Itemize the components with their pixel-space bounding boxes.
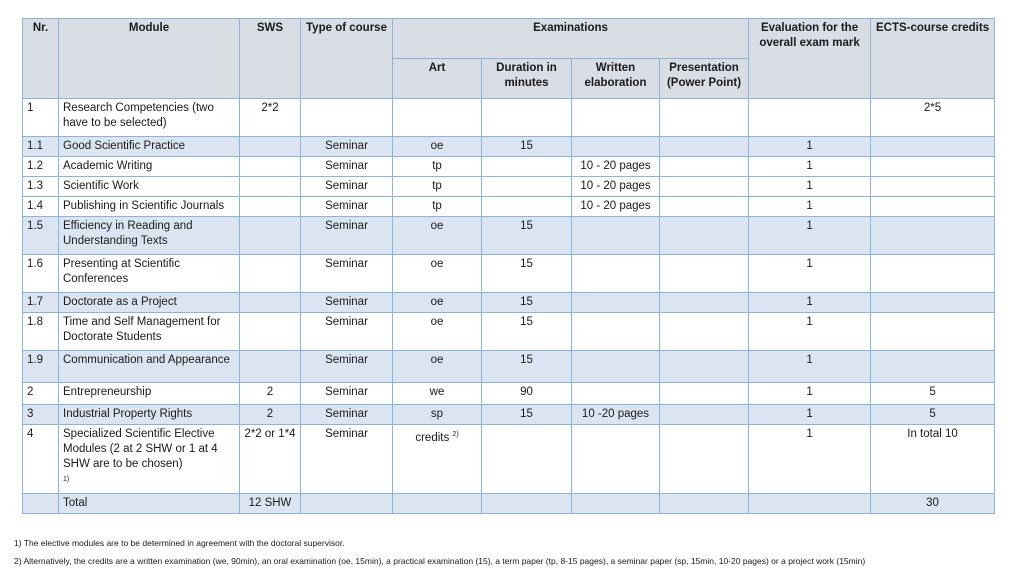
cell-module bbox=[59, 425, 240, 494]
cell-art bbox=[393, 405, 482, 425]
cell-presentation bbox=[660, 217, 749, 255]
cell-sws bbox=[240, 157, 301, 177]
cell-module bbox=[59, 217, 240, 255]
cell-type bbox=[301, 197, 393, 217]
cell-art bbox=[393, 493, 482, 513]
cell-type bbox=[301, 425, 393, 494]
cell-ects bbox=[871, 313, 995, 351]
cell-text: Entrepreneurship bbox=[63, 386, 152, 398]
cell-evaluation bbox=[749, 99, 871, 137]
cell-text: 1 bbox=[806, 428, 813, 440]
cell-text: 10 -20 pages bbox=[581, 408, 650, 420]
cell-text: 1 bbox=[806, 140, 813, 152]
cell-text: Scientific Work bbox=[63, 180, 139, 192]
cell-nr bbox=[23, 313, 59, 351]
table-row bbox=[23, 425, 995, 494]
cell-text: 2 bbox=[266, 386, 274, 398]
header-art: Art bbox=[393, 59, 482, 99]
cell-presentation bbox=[660, 383, 749, 405]
cell-presentation bbox=[660, 293, 749, 313]
cell-text: Research Competencies (two have to be selected) bbox=[63, 102, 214, 129]
cell-text: 1 bbox=[806, 408, 813, 420]
cell-art bbox=[393, 217, 482, 255]
cell-text: 10 - 20 pages bbox=[580, 200, 651, 212]
cell-duration bbox=[482, 405, 572, 425]
cell-text: 5 bbox=[929, 408, 936, 420]
table-row bbox=[23, 313, 995, 351]
cell-text: 2*5 bbox=[923, 102, 942, 114]
cell-art bbox=[393, 425, 482, 494]
cell-text: 1.6 bbox=[27, 258, 43, 270]
table-row bbox=[23, 405, 995, 425]
table-row bbox=[23, 293, 995, 313]
cell-nr bbox=[23, 383, 59, 405]
table-row bbox=[23, 255, 995, 293]
cell-duration bbox=[482, 217, 572, 255]
table-row bbox=[23, 197, 995, 217]
cell-presentation bbox=[660, 197, 749, 217]
cell-presentation bbox=[660, 313, 749, 351]
cell-module bbox=[59, 383, 240, 405]
table-row bbox=[23, 383, 995, 405]
cell-text: Specialized Scientific Elective Modules (2 at 2 SHW or 1 at 4 SHW are to be chosen) bbox=[63, 428, 218, 470]
cell-text: Seminar bbox=[325, 258, 368, 270]
cell-sws bbox=[240, 405, 301, 425]
cell-text: tp bbox=[432, 160, 442, 172]
cell-evaluation bbox=[749, 255, 871, 293]
cell-written bbox=[572, 405, 660, 425]
cell-sws bbox=[240, 255, 301, 293]
cell-text: 2*2 bbox=[261, 102, 279, 114]
cell-text: Efficiency in Reading and Understanding Texts bbox=[63, 220, 193, 247]
cell-text: Doctorate as a Project bbox=[63, 296, 177, 308]
footnote-ref: 2) bbox=[452, 431, 459, 438]
cell-duration bbox=[482, 425, 572, 494]
cell-text: 1 bbox=[806, 160, 813, 172]
cell-nr bbox=[23, 177, 59, 197]
cell-ects bbox=[871, 493, 995, 513]
cell-written bbox=[572, 383, 660, 405]
cell-text: tp bbox=[432, 200, 442, 212]
cell-text: 10 - 20 pages bbox=[580, 160, 651, 172]
cell-text: 1 bbox=[806, 296, 813, 308]
cell-evaluation bbox=[749, 197, 871, 217]
cell-evaluation bbox=[749, 217, 871, 255]
cell-module bbox=[59, 157, 240, 177]
cell-sws bbox=[240, 99, 301, 137]
cell-text: Seminar bbox=[325, 200, 368, 212]
module-table bbox=[22, 18, 995, 514]
cell-ects bbox=[871, 383, 995, 405]
cell-text: 15 bbox=[520, 258, 533, 270]
cell-evaluation bbox=[749, 313, 871, 351]
cell-duration bbox=[482, 255, 572, 293]
cell-text: 1 bbox=[806, 220, 813, 232]
cell-art bbox=[393, 177, 482, 197]
cell-text: Seminar bbox=[325, 316, 368, 328]
cell-art bbox=[393, 137, 482, 157]
cell-text: 2*2 or 1*4 bbox=[244, 428, 296, 440]
cell-text: Seminar bbox=[325, 386, 368, 398]
cell-text: Presenting at Scientific Conferences bbox=[63, 258, 180, 285]
cell-text: 1.5 bbox=[27, 220, 43, 232]
cell-duration bbox=[482, 383, 572, 405]
cell-nr bbox=[23, 351, 59, 383]
cell-art bbox=[393, 313, 482, 351]
cell-nr bbox=[23, 197, 59, 217]
cell-text: Communication and Appearance bbox=[63, 354, 230, 366]
cell-written bbox=[572, 425, 660, 494]
cell-text: Good Scientific Practice bbox=[63, 140, 186, 152]
header-written: Written elaboration bbox=[572, 59, 660, 99]
cell-text: we bbox=[429, 386, 445, 398]
cell-text: 4 bbox=[27, 428, 34, 440]
cell-type bbox=[301, 493, 393, 513]
cell-nr bbox=[23, 405, 59, 425]
cell-text: Total bbox=[63, 496, 88, 509]
cell-text: 15 bbox=[520, 316, 533, 328]
cell-evaluation bbox=[749, 383, 871, 405]
cell-duration bbox=[482, 197, 572, 217]
cell-module bbox=[59, 137, 240, 157]
cell-text: sp bbox=[430, 408, 444, 420]
cell-written bbox=[572, 217, 660, 255]
cell-type bbox=[301, 99, 393, 137]
table-row bbox=[23, 177, 995, 197]
cell-evaluation bbox=[749, 137, 871, 157]
cell-sws bbox=[240, 313, 301, 351]
cell-written bbox=[572, 493, 660, 513]
cell-type bbox=[301, 293, 393, 313]
cell-text: 1 bbox=[806, 386, 813, 398]
cell-duration bbox=[482, 157, 572, 177]
cell-text: Seminar bbox=[325, 220, 368, 232]
cell-evaluation bbox=[749, 493, 871, 513]
cell-written bbox=[572, 351, 660, 383]
cell-type bbox=[301, 405, 393, 425]
cell-text: Seminar bbox=[325, 140, 368, 152]
cell-presentation bbox=[660, 177, 749, 197]
cell-text: 1 bbox=[27, 102, 34, 114]
cell-type bbox=[301, 157, 393, 177]
cell-ects bbox=[871, 157, 995, 177]
cell-written bbox=[572, 99, 660, 137]
cell-text: 1.3 bbox=[27, 180, 43, 192]
header-type: Type of course bbox=[301, 19, 393, 99]
cell-text: 1 bbox=[806, 354, 813, 366]
cell-type bbox=[301, 255, 393, 293]
cell-module bbox=[59, 493, 240, 513]
cell-duration bbox=[482, 177, 572, 197]
footnote-ref: 1) bbox=[63, 476, 70, 483]
cell-text: tp bbox=[432, 180, 442, 192]
cell-evaluation bbox=[749, 177, 871, 197]
cell-text: 3 bbox=[27, 408, 34, 420]
cell-art bbox=[393, 383, 482, 405]
cell-ects bbox=[871, 137, 995, 157]
cell-text: Industrial Property Rights bbox=[63, 408, 193, 420]
cell-nr bbox=[23, 99, 59, 137]
cell-text: Seminar bbox=[325, 428, 368, 440]
cell-text: Seminar bbox=[325, 296, 368, 308]
cell-art bbox=[393, 293, 482, 313]
cell-art bbox=[393, 157, 482, 177]
cell-text: Publishing in Scientific Journals bbox=[63, 200, 225, 212]
cell-ects bbox=[871, 197, 995, 217]
cell-evaluation bbox=[749, 157, 871, 177]
cell-text: Seminar bbox=[325, 408, 368, 420]
cell-art bbox=[393, 197, 482, 217]
cell-art bbox=[393, 351, 482, 383]
cell-text: 1.7 bbox=[27, 296, 43, 308]
header-examinations: Examinations bbox=[393, 19, 749, 59]
table-row bbox=[23, 157, 995, 177]
cell-nr bbox=[23, 217, 59, 255]
cell-duration bbox=[482, 313, 572, 351]
cell-type bbox=[301, 313, 393, 351]
header-nr: Nr. bbox=[23, 19, 59, 99]
header-sws: SWS bbox=[240, 19, 301, 99]
cell-sws bbox=[240, 197, 301, 217]
header-duration: Duration in minutes bbox=[482, 59, 572, 99]
cell-evaluation bbox=[749, 293, 871, 313]
cell-sws bbox=[240, 137, 301, 157]
cell-text: 15 bbox=[520, 408, 533, 420]
cell-text: 1.8 bbox=[27, 316, 43, 328]
cell-text: 15 bbox=[520, 296, 533, 308]
header-presentation: Presentation (Power Point) bbox=[660, 59, 749, 99]
cell-module bbox=[59, 293, 240, 313]
cell-module bbox=[59, 313, 240, 351]
cell-duration bbox=[482, 293, 572, 313]
table-row bbox=[23, 217, 995, 255]
footnote-2: 2) Alternatively, the credits are a written examination (we, 90min), an oral examination (oe, 15min), a practical examination (15), a term paper (tp, 8-15 pages), a seminar paper (sp, 15min, 10-20 pages) or a project work (15min) bbox=[14, 556, 866, 566]
cell-text: 90 bbox=[520, 386, 533, 398]
cell-type bbox=[301, 351, 393, 383]
cell-text: oe bbox=[430, 258, 444, 270]
cell-nr bbox=[23, 293, 59, 313]
cell-duration bbox=[482, 351, 572, 383]
cell-evaluation bbox=[749, 351, 871, 383]
cell-text: oe bbox=[430, 296, 444, 308]
table-row bbox=[23, 137, 995, 157]
cell-written bbox=[572, 293, 660, 313]
cell-sws bbox=[240, 177, 301, 197]
cell-text: oe bbox=[430, 354, 444, 366]
cell-text: 1.9 bbox=[27, 354, 43, 366]
cell-text: credits bbox=[415, 431, 450, 444]
cell-duration bbox=[482, 493, 572, 513]
cell-module bbox=[59, 177, 240, 197]
cell-ects bbox=[871, 351, 995, 383]
cell-evaluation bbox=[749, 425, 871, 494]
cell-text: 1 bbox=[806, 180, 813, 192]
footnote-1: 1) The elective modules are to be determined in agreement with the doctoral supervisor. bbox=[14, 538, 345, 548]
cell-text: In total 10 bbox=[907, 428, 958, 440]
cell-nr bbox=[23, 425, 59, 494]
cell-text: Seminar bbox=[325, 160, 368, 172]
cell-text: 10 - 20 pages bbox=[580, 180, 651, 192]
cell-text: Time and Self Management for Doctorate Students bbox=[63, 316, 221, 343]
cell-text: 1 bbox=[806, 258, 813, 270]
cell-written bbox=[572, 255, 660, 293]
cell-ects bbox=[871, 177, 995, 197]
cell-duration bbox=[482, 137, 572, 157]
cell-ects bbox=[871, 425, 995, 494]
header-module: Module bbox=[59, 19, 240, 99]
cell-module bbox=[59, 197, 240, 217]
cell-presentation bbox=[660, 99, 749, 137]
cell-type bbox=[301, 137, 393, 157]
cell-ects bbox=[871, 293, 995, 313]
cell-art bbox=[393, 255, 482, 293]
cell-text: 1.2 bbox=[27, 160, 43, 172]
cell-text: 1.4 bbox=[27, 200, 43, 212]
cell-text: 1 bbox=[806, 316, 813, 328]
cell-text: Academic Writing bbox=[63, 160, 153, 172]
cell-presentation bbox=[660, 137, 749, 157]
cell-text: 15 bbox=[520, 140, 533, 152]
cell-text: 15 bbox=[520, 354, 533, 366]
cell-nr bbox=[23, 493, 59, 513]
cell-module bbox=[59, 99, 240, 137]
cell-module bbox=[59, 255, 240, 293]
cell-ects bbox=[871, 405, 995, 425]
cell-nr bbox=[23, 255, 59, 293]
cell-sws bbox=[240, 351, 301, 383]
cell-text: 2 bbox=[27, 386, 34, 398]
cell-written bbox=[572, 177, 660, 197]
cell-text: 5 bbox=[929, 386, 936, 398]
cell-text: 12 SHW bbox=[248, 496, 292, 509]
cell-duration bbox=[482, 99, 572, 137]
cell-text: 1.1 bbox=[27, 140, 43, 152]
header-evaluation: Evaluation for the overall exam mark bbox=[749, 19, 871, 99]
cell-written bbox=[572, 313, 660, 351]
table-row bbox=[23, 493, 995, 513]
cell-nr bbox=[23, 137, 59, 157]
cell-presentation bbox=[660, 425, 749, 494]
cell-sws bbox=[240, 425, 301, 494]
cell-type bbox=[301, 177, 393, 197]
cell-sws bbox=[240, 293, 301, 313]
cell-presentation bbox=[660, 157, 749, 177]
cell-type bbox=[301, 217, 393, 255]
cell-text: oe bbox=[430, 316, 444, 328]
table-row bbox=[23, 351, 995, 383]
cell-presentation bbox=[660, 493, 749, 513]
cell-text: 15 bbox=[520, 220, 533, 232]
cell-ects bbox=[871, 99, 995, 137]
cell-text: oe bbox=[430, 140, 444, 152]
cell-sws bbox=[240, 217, 301, 255]
cell-written bbox=[572, 137, 660, 157]
cell-presentation bbox=[660, 351, 749, 383]
cell-sws bbox=[240, 383, 301, 405]
cell-nr bbox=[23, 157, 59, 177]
cell-ects bbox=[871, 255, 995, 293]
cell-art bbox=[393, 99, 482, 137]
cell-presentation bbox=[660, 405, 749, 425]
cell-written bbox=[572, 197, 660, 217]
cell-evaluation bbox=[749, 405, 871, 425]
cell-text: Seminar bbox=[325, 354, 368, 366]
cell-text: 2 bbox=[266, 408, 274, 420]
cell-type bbox=[301, 383, 393, 405]
cell-text: oe bbox=[430, 220, 444, 232]
cell-module bbox=[59, 351, 240, 383]
cell-module bbox=[59, 405, 240, 425]
cell-presentation bbox=[660, 255, 749, 293]
cell-text: 30 bbox=[926, 496, 939, 509]
cell-ects bbox=[871, 217, 995, 255]
cell-text: 1 bbox=[806, 200, 813, 212]
cell-text: Seminar bbox=[325, 180, 368, 192]
cell-written bbox=[572, 157, 660, 177]
table-row bbox=[23, 99, 995, 137]
header-ects: ECTS-course credits bbox=[871, 19, 995, 99]
cell-sws bbox=[240, 493, 301, 513]
